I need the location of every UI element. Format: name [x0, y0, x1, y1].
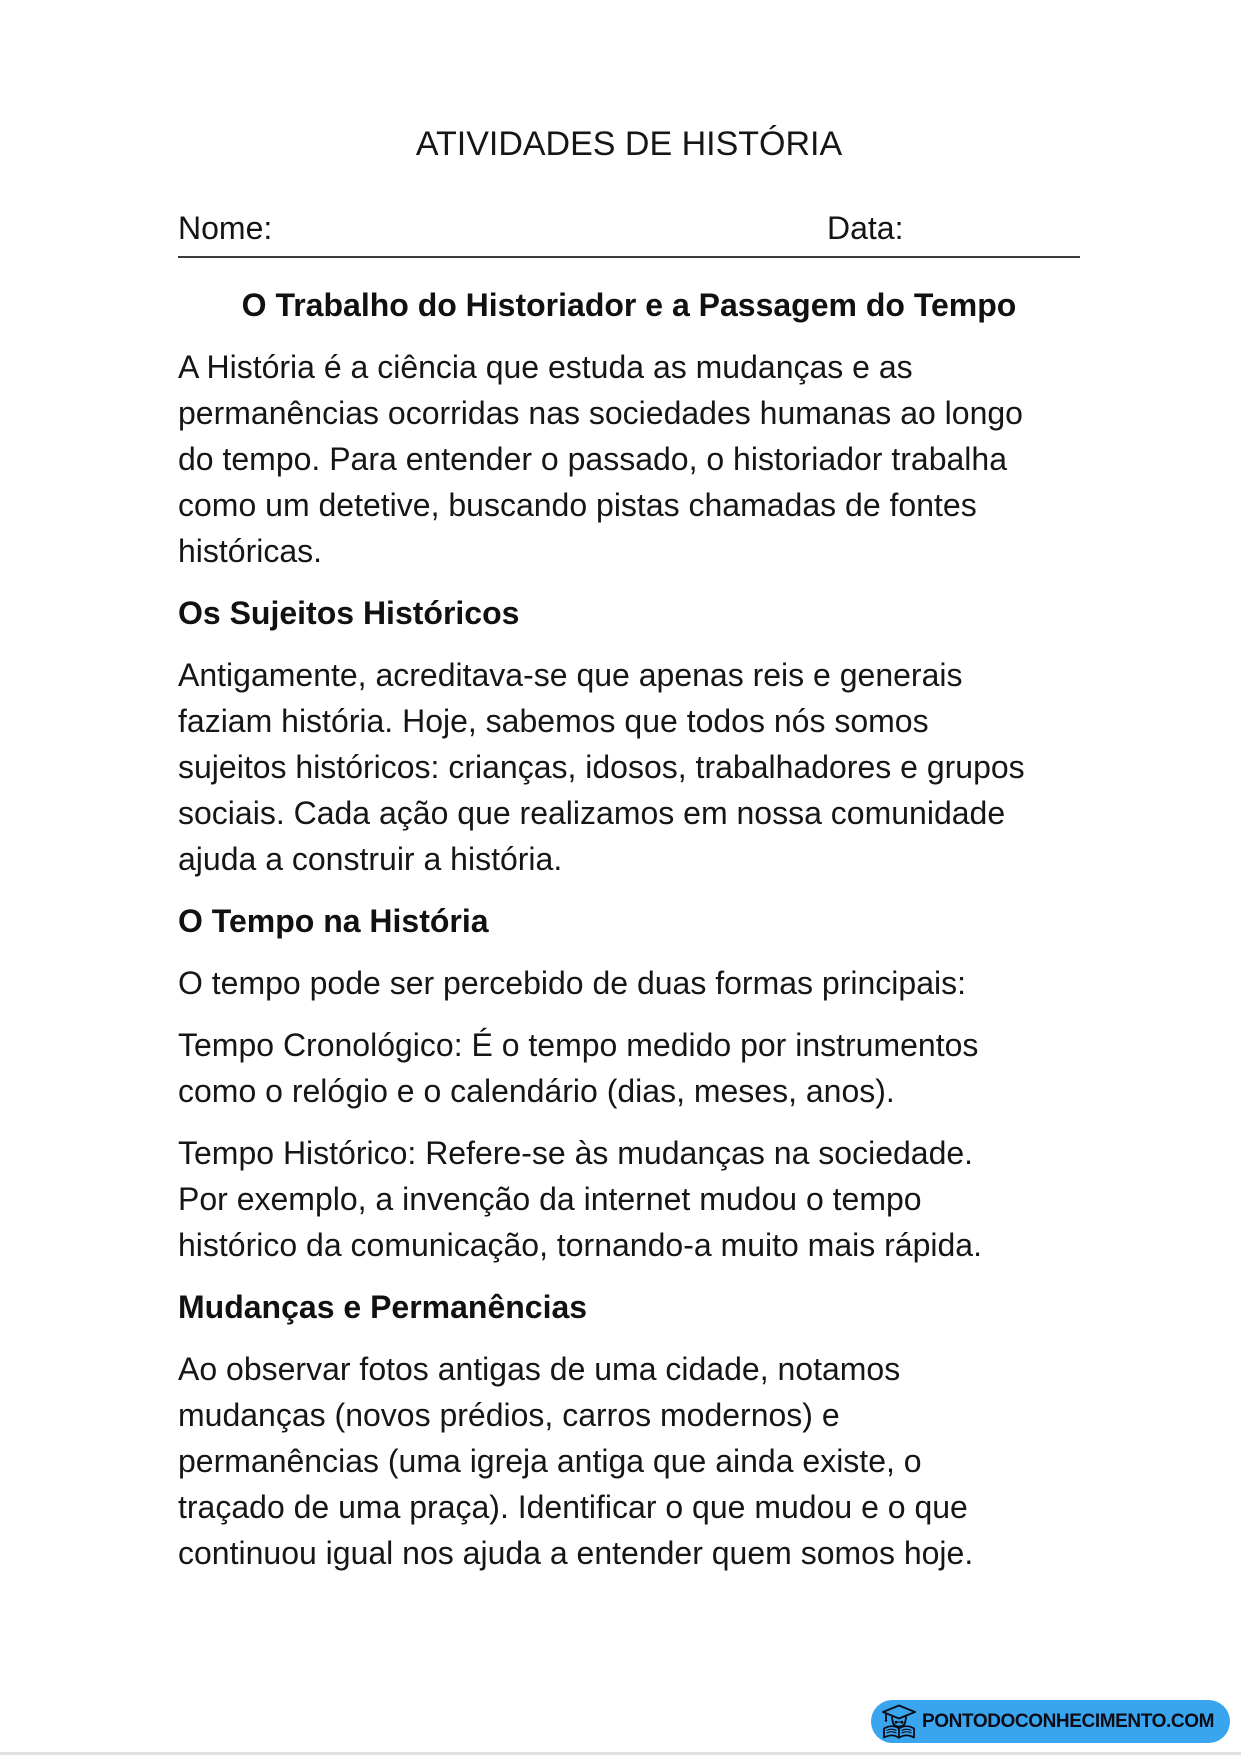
paragraph-line: mudanças (novos prédios, carros modernos) e	[178, 1397, 840, 1433]
date-label: Data:	[827, 210, 904, 246]
document-content	[178, 0, 1080, 1576]
body-paragraph	[178, 1130, 1080, 1268]
paragraph-line: ajuda a construir a história.	[178, 841, 563, 877]
name-label: Nome:	[178, 210, 273, 246]
section-heading: Mudanças e Permanências	[178, 1289, 588, 1325]
paragraph-line: histórico da comunicação, tornando-a muito mais rápida.	[178, 1227, 982, 1263]
paragraph-line: A História é a ciência que estuda as mudanças e as	[178, 349, 913, 385]
section-heading: O Tempo na História	[178, 903, 489, 939]
name-date-row	[178, 206, 1080, 250]
main-heading: O Trabalho do Historiador e a Passagem do Tempo	[241, 287, 1017, 323]
body-paragraph	[178, 960, 1080, 1006]
graduate-reading-book-icon	[879, 1702, 919, 1742]
paragraph-line: Antigamente, acreditava-se que apenas reis e generais	[178, 657, 963, 693]
paragraph-line: Por exemplo, a invenção da internet mudou o tempo	[178, 1181, 922, 1217]
body-paragraph	[178, 1346, 1080, 1576]
paragraph-line: sujeitos históricos: crianças, idosos, trabalhadores e grupos	[178, 749, 1025, 785]
text-blocks	[178, 344, 1080, 1576]
section-heading: Os Sujeitos Históricos	[178, 595, 520, 631]
paragraph-line: O tempo pode ser percebido de duas formas principais:	[178, 965, 966, 1001]
paragraph-line: como um detetive, buscando pistas chamadas de fontes	[178, 487, 977, 523]
paragraph-line: continuou igual nos ajuda a entender quem somos hoje.	[178, 1535, 974, 1571]
body-paragraph	[178, 652, 1080, 882]
paragraph-line: traçado de uma praça). Identificar o que mudou e o que	[178, 1489, 968, 1525]
paragraph-line: permanências ocorridas nas sociedades humanas ao longo	[178, 395, 1023, 431]
paragraph-line: sociais. Cada ação que realizamos em nossa comunidade	[178, 795, 1006, 831]
paragraph-line: faziam história. Hoje, sabemos que todos nós somos	[178, 703, 929, 739]
paragraph-line: como o relógio e o calendário (dias, meses, anos).	[178, 1073, 895, 1109]
page-title: ATIVIDADES DE HISTÓRIA	[415, 125, 843, 163]
body-paragraph	[178, 344, 1080, 574]
paragraph-line: Tempo Cronológico: É o tempo medido por instrumentos	[178, 1027, 979, 1063]
name-date-underline	[178, 256, 1080, 258]
paragraph-line: Ao observar fotos antigas de uma cidade, notamos	[178, 1351, 901, 1387]
body-paragraph	[178, 1022, 1080, 1114]
paragraph-line: Tempo Histórico: Refere-se às mudanças na sociedade.	[178, 1135, 974, 1171]
paragraph-line: do tempo. Para entender o passado, o historiador trabalha	[178, 441, 1007, 477]
paragraph-line: históricas.	[178, 533, 323, 569]
brand-badge	[871, 1700, 1230, 1743]
brand-name: PONTODOCONHECIMENTO.COM	[922, 1710, 1214, 1732]
paragraph-line: permanências (uma igreja antiga que ainda existe, o	[178, 1443, 922, 1479]
